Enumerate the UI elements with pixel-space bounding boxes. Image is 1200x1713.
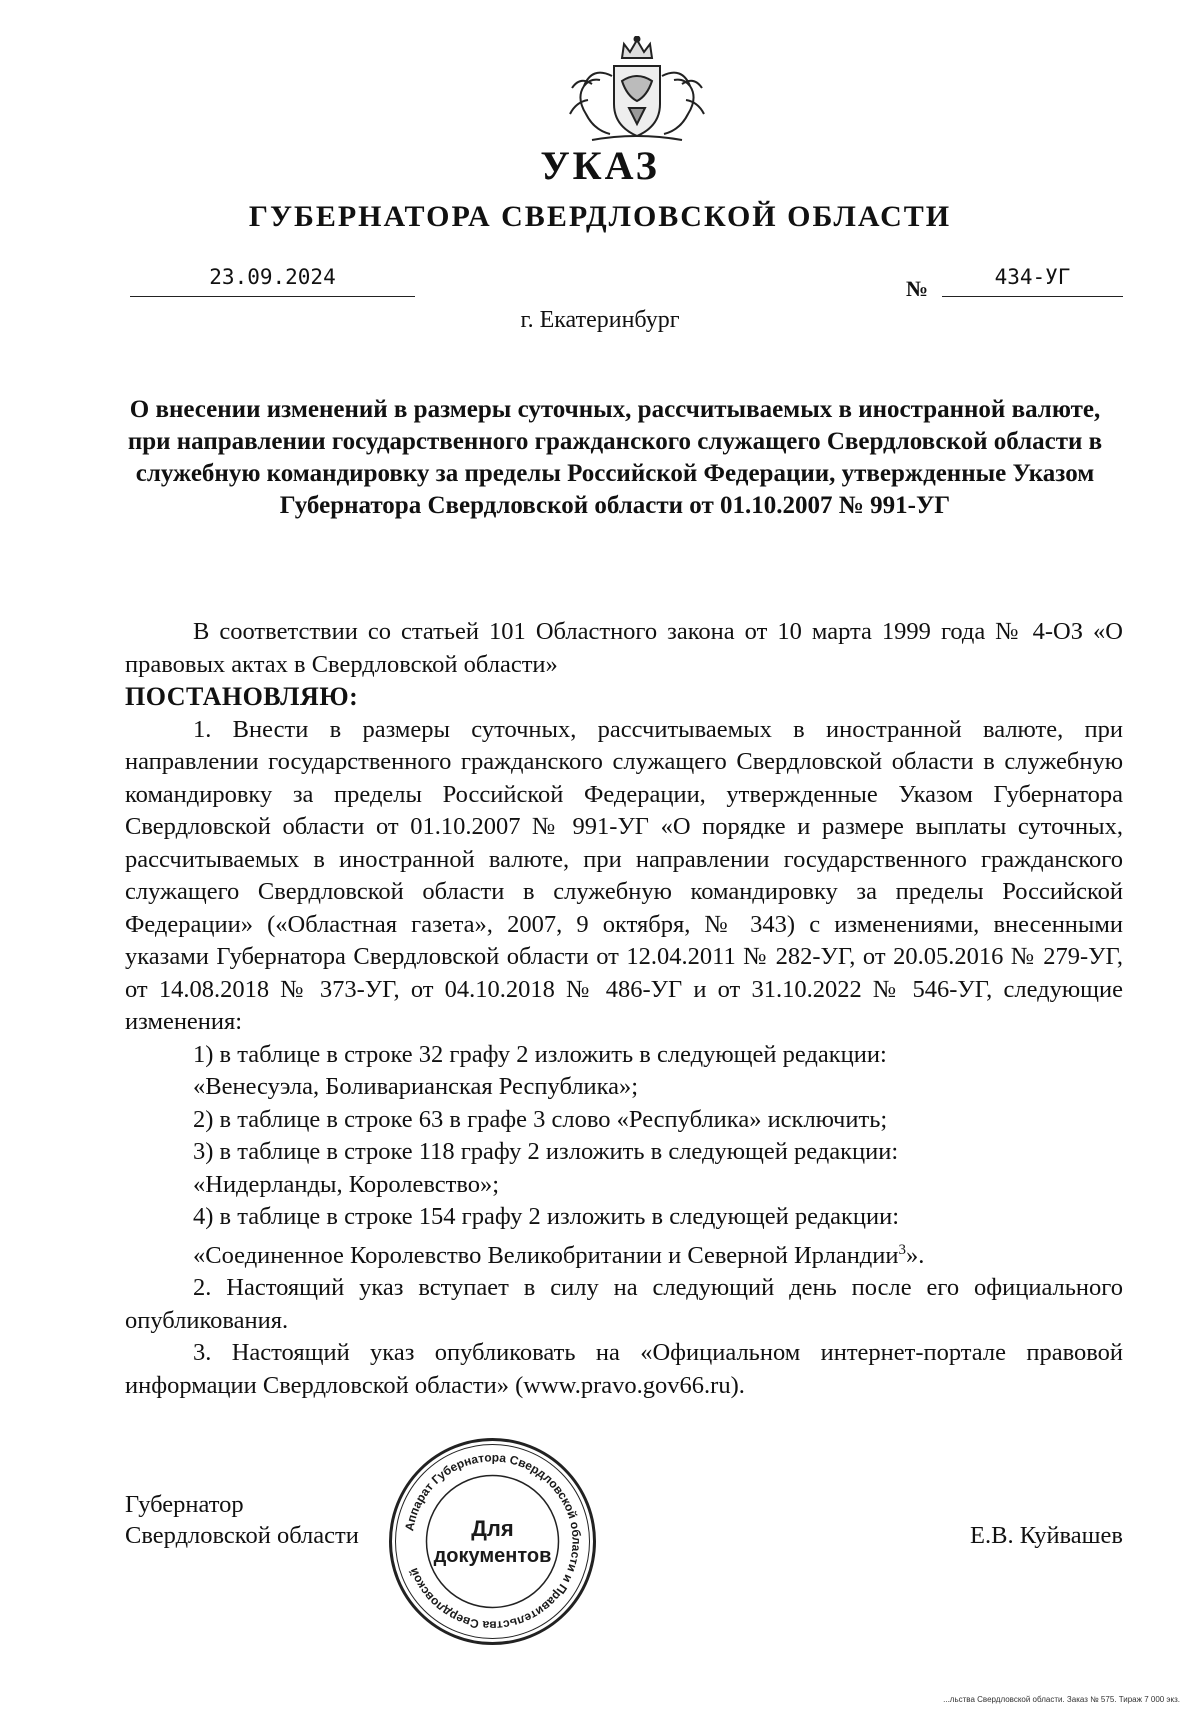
subitem-1-value: «Венесуэла, Боливарианская Республика»; (193, 1073, 639, 1100)
print-footer: ...льства Свердловской области. Заказ № 575. Тираж 7 000 экз. (943, 1695, 1180, 1704)
stamp-center-line-1: Для (471, 1516, 514, 1541)
svg-text:Аппарат Губернатора Свердловск (402, 1450, 583, 1632)
document-date: 23.09.2024 (130, 262, 415, 297)
document-title: УКАЗ (540, 143, 660, 188)
item-1-paragraph: 1. Внести в размеры суточных, рассчитываемых в иностранной валюте, при направлении государственного гражданского служащего Свердловской области в служебную командировку за пределы Российской Федерации, утвержденные Указом Губернатора Свердловской области от 01.10.2007 № 991-УГ «О порядке и размере выплаты суточных, рассчитываемых в иностранной валюте, при направлении государственного гражданского служащего Свердловской области в служебную командировку за пределы Российской Федерации» («Областная газета», 2007, 9 октября, № 343) с изменениями, внесенными указами Губернатора Свердловской области от 12.04.2011 № 282-УГ, от 20.05.2016 № 279-УГ, от 14.08.2018 № 373-УГ, от 04.10.2018 № 486-УГ и от 31.10.2022 № 546-УГ, следующие изменения: (125, 715, 1123, 1035)
subitem-1: 1) в таблице в строке 32 графу 2 изложить в следующей редакции: (193, 1040, 887, 1068)
signatory-title (125, 1489, 359, 1551)
subitem-3-value: «Нидерланды, Королевство»; (193, 1170, 500, 1198)
document-subtitle: ГУБЕРНАТОРА СВЕРДЛОВСКОЙ ОБЛАСТИ (248, 200, 952, 233)
signatory-title-line-2: Свердловской области (125, 1522, 359, 1549)
preamble-paragraph: В соответствии со статьей 101 Областного закона от 10 марта 1999 года № 4-ОЗ «О правовых актах в Свердловской области» (125, 618, 1123, 678)
subitem-4-value-end: ». (906, 1241, 925, 1269)
item-3-paragraph: 3. Настоящий указ опубликовать на «Официальном интернет-портале правовой информации Свердловской области» (www.pravo.gov66.ru). (125, 1339, 1123, 1399)
subitem-3: 3) в таблице в строке 118 графу 2 изложить в следующей редакции: (193, 1138, 899, 1165)
document-body (125, 616, 1123, 1402)
document-heading: О внесении изменений в размеры суточных, рассчитываемых в иностранной валюте, при направлении государственного гражданского служащего Свердловской области в служебную командировку за пределы Российской Федерации, утвержденные Указом Губернатора Свердловской области от 01.10.2007 № 991-УГ (127, 396, 1103, 519)
stamp-center-line-2: документов (433, 1545, 552, 1567)
document-city: г. Екатеринбург (520, 307, 680, 333)
subitem-4-value (125, 1234, 1123, 1273)
subitem-2: 2) в таблице в строке 63 в графе 3 слово «Республика» исключить; (193, 1105, 888, 1133)
document-number: 434-УГ (942, 262, 1123, 297)
subitem-4-value-text: «Соединенное Королевство Великобритании и Северной Ирландии (193, 1241, 899, 1269)
footnote-marker: 3 (898, 1241, 906, 1258)
official-stamp (385, 1434, 600, 1649)
subitem-4: 4) в таблице в строке 154 графу 2 изложить в следующей редакции: (193, 1203, 900, 1230)
signatory-name: Е.В. Куйвашев (970, 1522, 1123, 1549)
coat-of-arms-icon (562, 36, 712, 146)
item-2-paragraph: 2. Настоящий указ вступает в силу на следующий день после его официального опубликования. (125, 1274, 1123, 1334)
signatory-title-line-1: Губернатор (125, 1491, 244, 1518)
decree-word: ПОСТАНОВЛЯЮ: (125, 682, 359, 711)
number-label: № (906, 276, 929, 301)
stamp-ring-text: Аппарат Губернатора Свердловской области и Правительства Свердловской (402, 1450, 584, 1633)
